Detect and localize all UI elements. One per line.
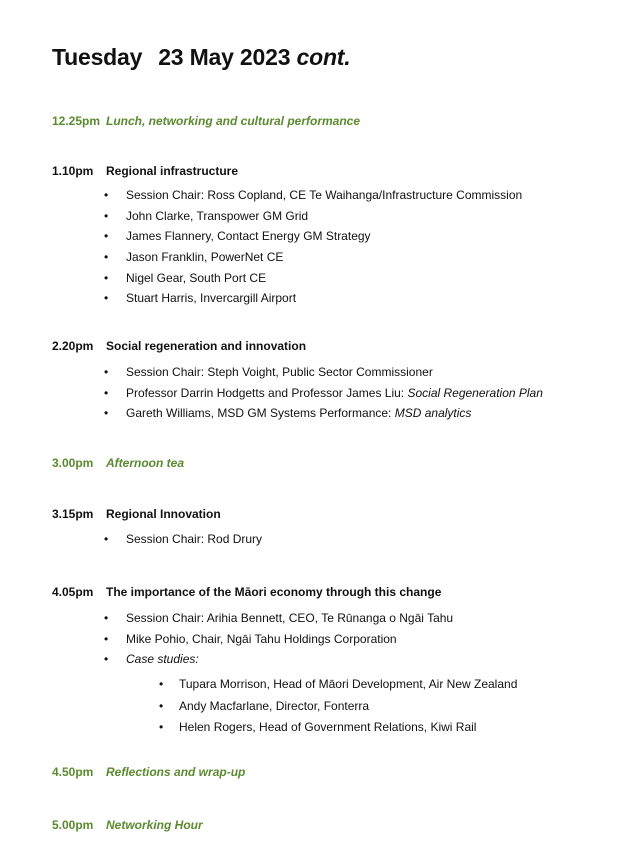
bullet: • (104, 229, 109, 244)
list-item: • John Clarke, Transpower GM Grid (104, 206, 522, 227)
speaker-list (104, 185, 522, 309)
session-time: 5.00pm (52, 818, 94, 832)
speaker-list (104, 608, 453, 670)
list-item: • Andy Macfarlane, Director, Fonterra (159, 696, 517, 718)
bullet: • (104, 385, 109, 400)
session-title: The importance of the Māori economy through this change (106, 585, 442, 599)
bullet: • (159, 698, 164, 713)
list-item: • Stuart Harris, Invercargill Airport (104, 288, 522, 309)
bullet: • (104, 270, 109, 285)
session-time: 12.25pm (52, 114, 101, 128)
list-item: • Tupara Morrison, Head of Māori Development, Air New Zealand (159, 674, 517, 696)
title-cont: cont. (296, 44, 351, 70)
case-studies-list (159, 674, 517, 739)
session-maori-economy (52, 585, 441, 599)
bullet: • (104, 631, 109, 646)
session-time: 4.05pm (52, 585, 94, 599)
bullet: • (104, 611, 109, 625)
bullet: • (104, 652, 109, 667)
bullet: • (104, 208, 109, 223)
list-item: • Professor Darrin Hodgetts and Professor James Liu: Social Regeneration Plan (104, 383, 543, 404)
session-title: Afternoon tea (106, 456, 184, 470)
title-date: 23 May 2023 (158, 44, 291, 70)
list-item: • Mike Pohio, Chair, Ngāi Tahu Holdings Corporation (104, 629, 453, 650)
bullet: • (104, 250, 109, 265)
title-day: Tuesday (52, 44, 143, 70)
session-regional-infrastructure (52, 164, 238, 178)
speaker-list (104, 362, 543, 424)
speaker-list (104, 529, 262, 550)
list-item: • Jason Franklin, PowerNet CE (104, 247, 522, 268)
list-item: • Session Chair: Arihia Bennett, CEO, Te Rūnanga o Ngāi Tahu (104, 608, 453, 629)
list-item: • James Flannery, Contact Energy GM Strategy (104, 226, 522, 247)
session-time: 3.00pm (52, 456, 94, 470)
list-item: • Case studies: (104, 649, 453, 670)
session-time: 4.50pm (52, 765, 94, 779)
session-title: Lunch, networking and cultural performance (106, 114, 361, 128)
bullet: • (104, 365, 109, 379)
session-title: Social regeneration and innovation (106, 339, 307, 353)
session-reflections (52, 765, 245, 779)
bullet: • (104, 406, 109, 421)
session-time: 3.15pm (52, 507, 94, 521)
list-item: • Session Chair: Steph Voight, Public Sector Commissioner (104, 362, 543, 383)
bullet: • (159, 720, 164, 734)
page-title (52, 44, 350, 71)
session-title: Reflections and wrap-up (106, 765, 246, 779)
list-item: • Gareth Williams, MSD GM Systems Performance: MSD analytics (104, 403, 543, 424)
session-networking-hour (52, 818, 203, 832)
session-regional-innovation (52, 507, 221, 521)
session-title: Regional infrastructure (106, 164, 239, 178)
list-item: • Nigel Gear, South Port CE (104, 268, 522, 289)
session-title: Networking Hour (106, 818, 203, 832)
list-item: • Session Chair: Rod Drury (104, 529, 262, 550)
bullet: • (104, 532, 109, 546)
bullet: • (159, 677, 164, 691)
session-lunch (52, 114, 360, 128)
session-title: Regional Innovation (106, 507, 221, 521)
list-item: • Session Chair: Ross Copland, CE Te Waihanga/Infrastructure Commission (104, 185, 522, 206)
bullet: • (104, 188, 109, 202)
bullet: • (104, 291, 109, 306)
list-item: • Helen Rogers, Head of Government Relations, Kiwi Rail (159, 717, 517, 739)
session-social-regeneration (52, 339, 306, 353)
session-time: 1.10pm (52, 164, 94, 178)
session-time: 2.20pm (52, 339, 94, 353)
session-afternoon-tea (52, 456, 184, 470)
